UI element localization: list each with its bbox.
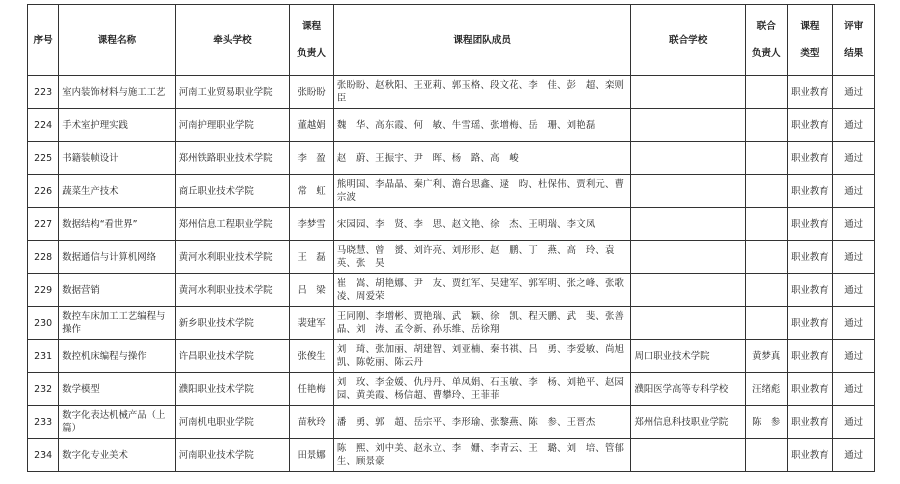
course-table bbox=[27, 4, 875, 472]
cell-joint-school bbox=[631, 142, 745, 175]
cell-course-lead: 董越娟 bbox=[290, 109, 334, 142]
header-review bbox=[833, 5, 875, 76]
cell-course-type: 职业教育 bbox=[787, 406, 833, 439]
cell-course-name: 数字化表达机械产品（上篇） bbox=[59, 406, 176, 439]
cell-joint-lead bbox=[745, 109, 787, 142]
table-row bbox=[28, 175, 875, 208]
cell-seq: 224 bbox=[28, 109, 59, 142]
cell-course-name: 数据通信与计算机网络 bbox=[59, 241, 176, 274]
table-row bbox=[28, 109, 875, 142]
header-joint-school: 联合学校 bbox=[631, 5, 745, 76]
header-lead-school: 牵头学校 bbox=[175, 5, 289, 76]
cell-seq: 230 bbox=[28, 307, 59, 340]
cell-joint-lead bbox=[745, 175, 787, 208]
cell-seq: 234 bbox=[28, 439, 59, 472]
cell-course-type: 职业教育 bbox=[787, 109, 833, 142]
cell-review-result: 通过 bbox=[833, 241, 875, 274]
cell-joint-lead bbox=[745, 274, 787, 307]
cell-lead-school: 黄河水利职业技术学院 bbox=[175, 274, 289, 307]
header-course-lead bbox=[290, 5, 334, 76]
cell-joint-school bbox=[631, 175, 745, 208]
cell-team-members: 魏 华、高东霞、何 敏、牛雪瑶、张增梅、岳 珊、刘艳磊 bbox=[333, 109, 631, 142]
cell-lead-school: 河南工业贸易职业学院 bbox=[175, 76, 289, 109]
cell-course-type: 职业教育 bbox=[787, 175, 833, 208]
cell-course-name: 数字化专业美术 bbox=[59, 439, 176, 472]
cell-team-members: 潘 勇、郭 超、岳宗平、李形瑜、张黎燕、陈 参、王晋杰 bbox=[333, 406, 631, 439]
cell-course-type: 职业教育 bbox=[787, 340, 833, 373]
cell-lead-school: 河南机电职业学院 bbox=[175, 406, 289, 439]
cell-seq: 223 bbox=[28, 76, 59, 109]
header-seq: 序号 bbox=[28, 5, 59, 76]
cell-team-members: 崔 嵩、胡艳娜、尹 友、贾红军、吴建军、郭军明、张之峰、张歌凌、周爱荣 bbox=[333, 274, 631, 307]
cell-team-members: 王同刚、李增彬、贾艳瑞、武 颖、徐 凯、程天鹏、武 斐、张善晶、刘 涛、孟令新、孙乐维、岳徐翔 bbox=[333, 307, 631, 340]
cell-seq: 227 bbox=[28, 208, 59, 241]
cell-course-name: 蔬菜生产技术 bbox=[59, 175, 176, 208]
cell-seq: 232 bbox=[28, 373, 59, 406]
cell-seq: 225 bbox=[28, 142, 59, 175]
cell-joint-lead bbox=[745, 307, 787, 340]
cell-lead-school: 郑州信息工程职业学院 bbox=[175, 208, 289, 241]
cell-joint-school bbox=[631, 439, 745, 472]
header-course-type bbox=[787, 5, 833, 76]
cell-joint-school bbox=[631, 307, 745, 340]
cell-review-result: 通过 bbox=[833, 274, 875, 307]
table-row bbox=[28, 373, 875, 406]
cell-review-result: 通过 bbox=[833, 406, 875, 439]
cell-course-name: 数学模型 bbox=[59, 373, 176, 406]
cell-seq: 233 bbox=[28, 406, 59, 439]
cell-team-members: 陈 熙、刘中美、赵永立、李 姗、李青云、王 璐、刘 培、管郁生、顾景豪 bbox=[333, 439, 631, 472]
cell-course-lead: 李梦雪 bbox=[290, 208, 334, 241]
cell-joint-lead bbox=[745, 76, 787, 109]
cell-course-name: 数控机床编程与操作 bbox=[59, 340, 176, 373]
cell-lead-school: 黄河水利职业技术学院 bbox=[175, 241, 289, 274]
cell-course-type: 职业教育 bbox=[787, 142, 833, 175]
cell-seq: 228 bbox=[28, 241, 59, 274]
cell-team-members: 熊明国、李晶晶、秦广利、澹台思鑫、逯 昀、杜保伟、贾利元、曹宗波 bbox=[333, 175, 631, 208]
header-review-line2: 结果 bbox=[844, 48, 864, 59]
cell-course-lead: 任艳梅 bbox=[290, 373, 334, 406]
cell-course-lead: 张俊生 bbox=[290, 340, 334, 373]
table-row bbox=[28, 439, 875, 472]
cell-team-members: 张盼盼、赵秋阳、王亚莉、郭玉格、段文花、李 佳、彭 超、栾则臣 bbox=[333, 76, 631, 109]
table-row bbox=[28, 208, 875, 241]
table-row bbox=[28, 340, 875, 373]
cell-joint-school: 濮阳医学高等专科学校 bbox=[631, 373, 745, 406]
cell-lead-school: 河南护理职业学院 bbox=[175, 109, 289, 142]
cell-lead-school: 新乡职业技术学院 bbox=[175, 307, 289, 340]
header-team: 课程团队成员 bbox=[333, 5, 631, 76]
cell-course-type: 职业教育 bbox=[787, 76, 833, 109]
cell-course-type: 职业教育 bbox=[787, 307, 833, 340]
cell-seq: 231 bbox=[28, 340, 59, 373]
cell-course-lead: 田景娜 bbox=[290, 439, 334, 472]
cell-course-type: 职业教育 bbox=[787, 373, 833, 406]
cell-course-lead: 李 盈 bbox=[290, 142, 334, 175]
header-course-type-line1: 课程 bbox=[800, 21, 820, 32]
cell-course-name: 数据营销 bbox=[59, 274, 176, 307]
cell-lead-school: 河南职业技术学院 bbox=[175, 439, 289, 472]
table-body bbox=[28, 76, 875, 472]
cell-course-type: 职业教育 bbox=[787, 208, 833, 241]
header-course-type-line2: 类型 bbox=[800, 48, 820, 59]
cell-team-members: 宋园园、李 贤、李 思、赵文艳、徐 杰、王明瑞、李文凤 bbox=[333, 208, 631, 241]
cell-course-name: 数控车床加工工艺编程与操作 bbox=[59, 307, 176, 340]
cell-course-lead: 裴建军 bbox=[290, 307, 334, 340]
cell-review-result: 通过 bbox=[833, 340, 875, 373]
table-row bbox=[28, 241, 875, 274]
cell-course-type: 职业教育 bbox=[787, 241, 833, 274]
table-row bbox=[28, 274, 875, 307]
header-course-name: 课程名称 bbox=[59, 5, 176, 76]
cell-course-type: 职业教育 bbox=[787, 439, 833, 472]
cell-review-result: 通过 bbox=[833, 307, 875, 340]
cell-lead-school: 许昌职业技术学院 bbox=[175, 340, 289, 373]
cell-joint-lead bbox=[745, 208, 787, 241]
header-course-lead-line1: 课程 bbox=[301, 21, 322, 32]
cell-joint-school bbox=[631, 241, 745, 274]
cell-review-result: 通过 bbox=[833, 76, 875, 109]
header-course-lead-line2: 负责人 bbox=[297, 48, 326, 59]
cell-course-lead: 常 虹 bbox=[290, 175, 334, 208]
header-joint-lead-line1: 联合 bbox=[756, 21, 776, 32]
cell-joint-lead: 汪绪彪 bbox=[745, 373, 787, 406]
cell-team-members: 刘 玫、李金媛、仇丹丹、单凤娟、石玉敏、李 杨、刘艳平、赵园园、黄美霞、杨信超、曹攀玲、王菲菲 bbox=[333, 373, 631, 406]
cell-course-type: 职业教育 bbox=[787, 274, 833, 307]
cell-joint-lead bbox=[745, 241, 787, 274]
cell-lead-school: 郑州铁路职业技术学院 bbox=[175, 142, 289, 175]
header-row bbox=[28, 5, 875, 76]
header-joint-lead bbox=[745, 5, 787, 76]
cell-course-name: 书籍装帧设计 bbox=[59, 142, 176, 175]
cell-review-result: 通过 bbox=[833, 175, 875, 208]
cell-joint-lead bbox=[745, 142, 787, 175]
table-row bbox=[28, 406, 875, 439]
cell-review-result: 通过 bbox=[833, 208, 875, 241]
header-joint-lead-line2: 负责人 bbox=[751, 48, 781, 59]
table-row bbox=[28, 142, 875, 175]
cell-joint-school bbox=[631, 208, 745, 241]
cell-joint-school: 郑州信息科技职业学院 bbox=[631, 406, 745, 439]
cell-team-members: 赵 蔚、王振宇、尹 晖、杨 路、高 峻 bbox=[333, 142, 631, 175]
cell-lead-school: 濮阳职业技术学院 bbox=[175, 373, 289, 406]
cell-seq: 229 bbox=[28, 274, 59, 307]
cell-seq: 226 bbox=[28, 175, 59, 208]
header-review-line1: 评审 bbox=[844, 21, 864, 32]
cell-course-name: 手术室护理实践 bbox=[59, 109, 176, 142]
cell-course-name: 室内装饰材料与施工工艺 bbox=[59, 76, 176, 109]
cell-joint-school bbox=[631, 76, 745, 109]
cell-team-members: 马晓慧、曾 赟、刘许亮、刘形形、赵 鹏、丁 燕、高 玲、袁 英、张 昊 bbox=[333, 241, 631, 274]
cell-joint-lead bbox=[745, 439, 787, 472]
cell-joint-lead: 陈 参 bbox=[745, 406, 787, 439]
cell-course-lead: 王 磊 bbox=[290, 241, 334, 274]
cell-joint-school: 周口职业技术学院 bbox=[631, 340, 745, 373]
cell-review-result: 通过 bbox=[833, 439, 875, 472]
cell-course-name: 数据结构“看世界” bbox=[59, 208, 176, 241]
cell-course-lead: 张盼盼 bbox=[290, 76, 334, 109]
cell-review-result: 通过 bbox=[833, 373, 875, 406]
cell-joint-school bbox=[631, 274, 745, 307]
cell-joint-school bbox=[631, 109, 745, 142]
table-row bbox=[28, 76, 875, 109]
cell-course-lead: 吕 梁 bbox=[290, 274, 334, 307]
cell-team-members: 刘 琦、张加丽、胡建智、刘亚楠、秦书祺、吕 勇、李爱敏、尚旭凯、陈乾丽、陈云丹 bbox=[333, 340, 631, 373]
cell-review-result: 通过 bbox=[833, 109, 875, 142]
cell-joint-lead: 黄梦真 bbox=[745, 340, 787, 373]
cell-course-lead: 苗秋玲 bbox=[290, 406, 334, 439]
cell-review-result: 通过 bbox=[833, 142, 875, 175]
cell-lead-school: 商丘职业技术学院 bbox=[175, 175, 289, 208]
table-row bbox=[28, 307, 875, 340]
